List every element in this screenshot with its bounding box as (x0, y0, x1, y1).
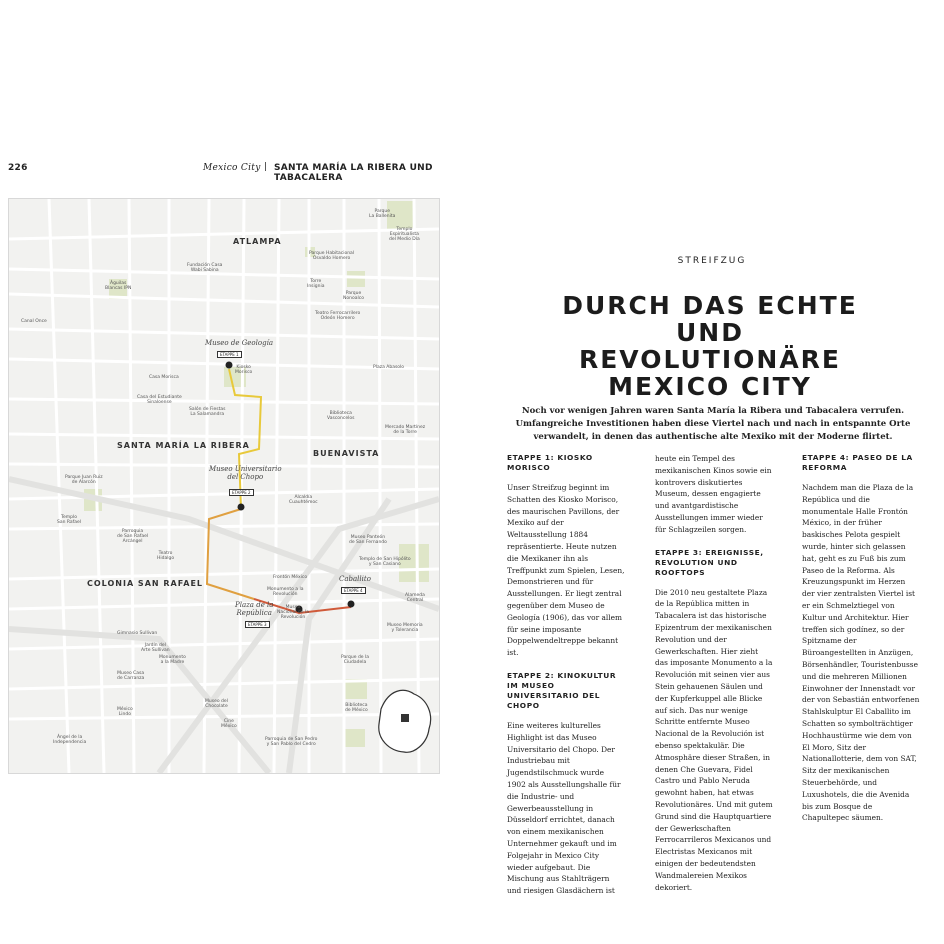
map-label: Museo Casa de Carranza (117, 671, 145, 681)
article-lead: Noch vor wenigen Jahren waren Santa María la Ribera und Tabacalera verrufen. Umfangreiche Investitionen haben diese Viertel nach und nach in entspannte Orte verwandelt, in denen das authentische alte Mexiko mit der Moderne flirtet. (515, 406, 911, 442)
map-label: Teatro Ferrocarrilero Odeón Homero (315, 311, 361, 321)
map-label: Casa Morisca (149, 375, 179, 380)
map-label: Frontón México (273, 575, 308, 580)
map-label: Parroquia de San Rafael Arcángel (117, 529, 149, 544)
header-separator: | (264, 162, 268, 172)
etappe-3-text: Die 2010 neu gestaltete Plaza de la República mitten in Tabacalera ist das historische Epizentrum der mexikanischen Revolution und der Gewerkschaften. Hier zieht das imposante Monumento a la Revolución mit seinen vier aus Stein gehauenen Säulen und der Kupferkuppel alle Blicke auf sich. Das nur wenige Schritte entfernte Museo Nacional de la Revolución ist ebenso spektakulär. Die Atmosphäre dieser Straßen, in denen Che Guevara, Fidel Castro und Pablo Neruda gewohnt haben, hat etwas Revolutionäres. Und mit gutem Grund sind die Hauptquartiere der Gewerkschaften Ferrocarrileros Mexicanos und Electristas Mexicanos mit einigen der bedeutendsten Wandmalereien Mexikos dekoriert. (655, 587, 773, 892)
etappe-2-tag: ETAPPE 2 (229, 489, 254, 496)
etappe-2-text: Eine weiteres kulturelles Highlight ist das Museo Universitario del Chopo. Der Industriebau mit Jugendstilschmuck wurde 1902 als Ausstellungshalle für die Industrie- und Gewerbeausstellung in Düsseldorf errichtet, danach von einem mexikanischen Unternehmer gekauft und im Folgejahr in Mexico City wieder aufgebaut. Die Mischung aus Stahlträgern und riesigen Glasdächern ist (507, 720, 621, 896)
article-column-1 (507, 453, 625, 909)
etappe-1-text: Unser Streifzug beginnt im Schatten des Kiosko Morisco, des maurischen Pavillons, der Mexiko auf der Weltausstellung 1884 repräsentierte. Heute nutzen die Mexikaner ihn als Treffpunkt zum Spielen, Lesen, Demonstrieren und für Ausstellungen. Er liegt zentral gegenüber dem Museo de Geología (1906), das vor allem für seine imposante Doppelwendeltreppe bekannt ist. (507, 483, 625, 658)
map-label: Águilas Blancas IPN (105, 281, 132, 291)
map-label: Canal Once (21, 319, 47, 324)
etappe-4-text: Nachdem man die Plaza de la República und die monumentale Halle Frontón México, in der früher baskisches Pelota gespielt wurde, hinter sich gelassen hat, geht es zu Fuß bis zum Paseo de la Reforma. Als Kreuzungspunkt im Herzen der vier zentralsten Viertel ist er ein Schmelztiegel von Kultur und Architektur. Hier treffen sich godínez, so der Spitzname der Büroangestellten in Anzügen, Börsenhändler, Touristenbusse und die mehreren Millionen Einwohner der Innenstadt vor der von Sebastián entworfenen Stahlskulptur El Caballito im Schatten so symbolträchtiger Hochhaustürme wie dem von El Moro, Sitz der Nationallotterie, dem von SAT, Sitz der mexikanischen Steuerbehörde, und Luxushotels, die die Avenida bis zum Bosque de Chapultepec säumen. (802, 483, 920, 823)
map-label: Fundación Casa Wabi Sabina (187, 263, 223, 273)
etappe-1-tag: ETAPPE 1 (217, 351, 242, 358)
article-column-3 (802, 453, 920, 836)
etappe-4-tag: ETAPPE 4 (341, 587, 366, 594)
map-label: Monumento a la Revolución (267, 587, 304, 597)
article-column-2 (655, 453, 773, 905)
stop-museo-chopo: Museo Universitario del Chopo (209, 465, 282, 481)
article-kicker: STREIFZUG (677, 256, 747, 266)
article-title: DURCH DAS ECHTE UND REVOLUTIONÄRE MEXICO CITY (562, 291, 858, 401)
etappe-3-tag: ETAPPE 3 (245, 621, 270, 628)
map-label: Salón de Fiestas La Salamandra (189, 407, 226, 417)
map-label: Templo Espiritualista del Medio Día (389, 227, 420, 242)
map-label: Templo de San Hipólito y San Casiano (359, 557, 411, 567)
stop-plaza-republica: Plaza de la República (235, 601, 274, 617)
map-label: Museo Panteón de San Fernando (349, 535, 387, 545)
map-label: Mercado Martínez de la Torre (385, 425, 426, 435)
etappe-2-text-continued: heute ein Tempel des mexikanischen Kinos sowie ein kontrovers diskutiertes Museum, dessen engagierte und avantgardistische Ausstellungen immer wieder für Schlagzeilen sorgen. (655, 454, 772, 534)
map-label: Monumento a la Madre (159, 655, 186, 665)
map-label: Parque La Ballenita (369, 209, 396, 219)
map-label: Plaza Abasolo (373, 365, 405, 370)
route-map (8, 198, 440, 774)
page-header (8, 162, 440, 183)
map-label: Alcaldía Cuauhtémoc (289, 495, 318, 505)
map-label: Ángel de la Independencia (53, 735, 87, 745)
map-label: Museo del Chocolate (205, 699, 228, 709)
stop-caballito: Caballito (339, 575, 371, 583)
map-label: Parque de la Ciudadela (341, 655, 370, 665)
stop-museo-geologia: Museo de Geología (205, 339, 273, 347)
map-label: México Lindo (117, 707, 133, 717)
district-colonia-san-rafael: COLONIA SAN RAFAEL (87, 579, 204, 588)
book-title: Mexico City (203, 163, 261, 173)
map-label: Parroquia de San Pedro y San Pablo del Cedro (265, 737, 318, 747)
map-label: Gimnasio Sullivan (117, 631, 158, 636)
map-label: Museo Nacional de la Revolución (277, 605, 309, 620)
etappe-1-heading: ETAPPE 1: KIOSKO MORISCO (507, 453, 593, 472)
map-label: Alameda Central (405, 593, 425, 603)
map-label: Biblioteca de México (345, 703, 368, 713)
chapter-title: SANTA MARÍA LA RIBERA UND TABACALERA (274, 163, 433, 183)
district-atlampa: ATLAMPA (233, 237, 282, 246)
map-label: Torre Insignia (307, 279, 325, 289)
map-label: Parque Nonoalco (343, 291, 364, 301)
map-label: Cine México (221, 719, 237, 729)
map-label: Museo Memoria y Tolerancia (387, 623, 423, 633)
etappe-4-heading: ETAPPE 4: PASEO DE LA REFORMA (802, 453, 913, 472)
map-label: Templo San Rafael (57, 515, 82, 525)
map-label: Biblioteca Vasconcelos (327, 411, 355, 421)
district-santa-maria: SANTA MARÍA LA RIBERA (117, 441, 250, 450)
map-label: Casa del Estudiante Sinaloense (137, 395, 182, 405)
page-number: 226 (8, 163, 28, 173)
city-inset-highlight (401, 714, 409, 722)
map-canvas (9, 199, 439, 773)
district-buenavista: BUENAVISTA (313, 449, 380, 458)
map-label: Jardín del Arte Sullivan (141, 643, 170, 653)
map-label: Kiosko Morisco (235, 365, 253, 375)
map-label: Parque Habitacional Osvaldo Homero (309, 251, 355, 261)
etappe-3-heading: ETAPPE 3: EREIGNISSE, REVOLUTION UND ROOFTOPS (655, 547, 764, 577)
map-label: Teatro Hidalgo (157, 551, 175, 561)
map-label: Parque Juan Ruiz de Alarcón (65, 475, 103, 485)
etappe-2-heading: ETAPPE 2: KINOKULTUR IM MUSEO UNIVERSITARIO DEL CHOPO (507, 670, 617, 710)
